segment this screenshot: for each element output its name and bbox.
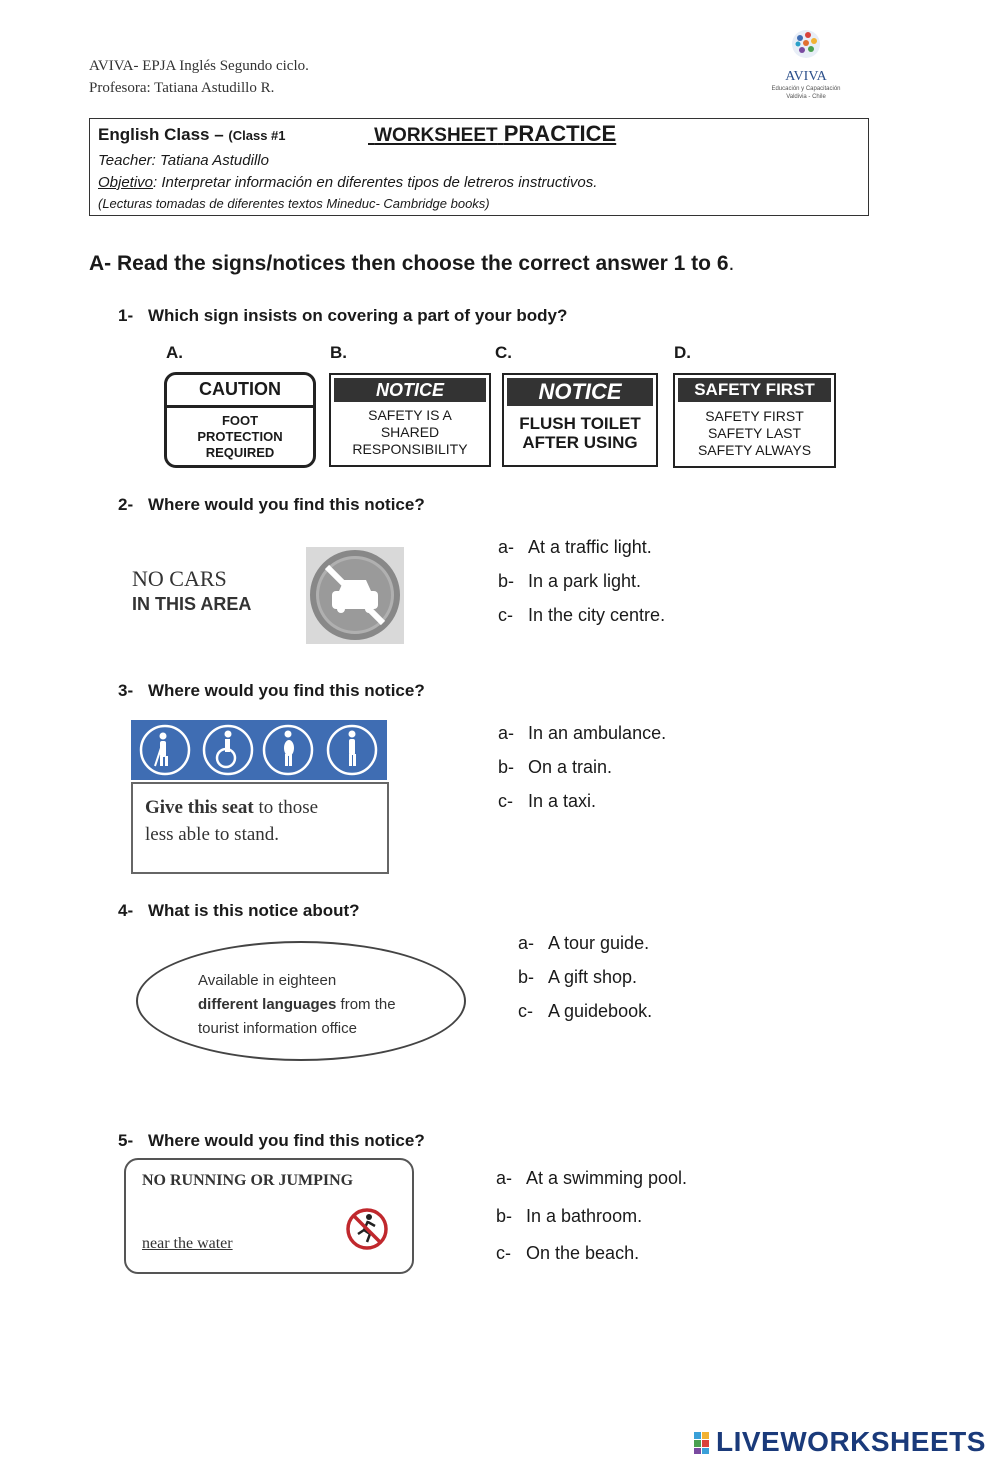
q5-option-c[interactable] xyxy=(496,1243,639,1264)
q5-option-a-letter: a- xyxy=(496,1168,513,1188)
q2-option-b[interactable] xyxy=(498,571,641,592)
no-running-line-1: NO RUNNING OR JUMPING xyxy=(142,1172,354,1189)
q4-option-c-text: A guidebook. xyxy=(548,1001,653,1021)
q5-option-b[interactable] xyxy=(496,1206,642,1227)
sign-d-line-1: SAFETY FIRST xyxy=(705,408,804,424)
section-a-title xyxy=(89,252,734,276)
aviva-logo xyxy=(758,28,854,100)
q4-option-c-letter: c- xyxy=(518,1001,533,1021)
q2-option-b-text: In a park light. xyxy=(528,571,642,591)
q2-option-b-letter: b- xyxy=(498,571,515,591)
languages-rest: from the xyxy=(336,996,396,1013)
no-cars-icon xyxy=(306,547,404,644)
sign-c-line-2: AFTER USING xyxy=(522,433,638,452)
class-number: (Class #1 xyxy=(228,128,286,143)
q3-option-a-text: In an ambulance. xyxy=(528,723,667,743)
sign-b-line-2: SHARED xyxy=(380,424,440,440)
class-title xyxy=(98,125,286,145)
question-5-text: Where would you find this notice? xyxy=(148,1131,425,1150)
q5-option-b-letter: b- xyxy=(496,1206,513,1226)
priority-seat-line-1 xyxy=(145,794,375,821)
q3-option-c-text: In a taxi. xyxy=(528,791,597,811)
question-4-text: What is this notice about? xyxy=(148,901,360,920)
question-5 xyxy=(118,1131,425,1151)
question-2-text: Where would you find this notice? xyxy=(148,495,425,514)
class-info-box xyxy=(89,118,869,216)
q4-option-a-text: A tour guide. xyxy=(548,933,650,953)
languages-line-3: tourist information office xyxy=(198,1020,357,1037)
question-3-number: 3- xyxy=(118,681,134,700)
q2-option-a-text: At a traffic light. xyxy=(528,537,652,557)
q4-option-b-letter: b- xyxy=(518,967,535,987)
sign-a-caution xyxy=(164,372,316,468)
logo-sub-1: Educación y Capacitación xyxy=(771,86,841,92)
question-2 xyxy=(118,495,425,515)
objective-label: Objetivo xyxy=(98,174,154,191)
priority-seat-text-box xyxy=(131,782,389,874)
q5-option-c-letter: c- xyxy=(496,1243,511,1263)
q4-option-b-text: A gift shop. xyxy=(548,967,638,987)
worksheet-word: WORKSHEET xyxy=(374,125,498,146)
q5-option-a[interactable] xyxy=(496,1168,687,1189)
practice-word: PRACTICE xyxy=(503,121,617,146)
no-running-line-2: near the water xyxy=(142,1235,233,1252)
objective-line xyxy=(98,174,597,191)
liveworksheets-logo-icon xyxy=(694,1432,718,1459)
sign-b-line-1: SAFETY IS A xyxy=(368,407,452,423)
question-1-text: Which sign insists on covering a part of your body? xyxy=(148,306,568,325)
worksheet-title xyxy=(368,121,616,147)
sign-b-head: NOTICE xyxy=(334,378,486,402)
q3-option-b-text: On a train. xyxy=(528,757,613,777)
sign-a-line-1: FOOT xyxy=(221,413,259,428)
priority-seat-banner xyxy=(131,720,387,780)
question-3-text: Where would you find this notice? xyxy=(148,681,425,700)
question-3 xyxy=(118,681,425,701)
logo-name: AVIVA xyxy=(785,69,827,84)
q2-option-a[interactable] xyxy=(498,537,652,558)
sign-a-line-3: REQUIRED xyxy=(205,445,275,460)
q4-option-b[interactable] xyxy=(518,967,637,988)
question-5-number: 5- xyxy=(118,1131,134,1150)
no-cars-line-1: NO CARS xyxy=(132,566,227,591)
q4-option-a[interactable] xyxy=(518,933,649,954)
question-2-number: 2- xyxy=(118,495,134,514)
q2-option-c-text: In the city centre. xyxy=(528,605,666,625)
q2-option-c[interactable] xyxy=(498,605,665,626)
sign-c-head: NOTICE xyxy=(507,378,653,406)
sign-b-notice xyxy=(329,373,491,467)
header-line-1: AVIVA- EPJA Inglés Segundo ciclo. xyxy=(89,58,309,74)
header-line-2: Profesora: Tatiana Astudillo R. xyxy=(89,80,275,96)
q4-option-a-letter: a- xyxy=(518,933,535,953)
priority-seat-icons xyxy=(131,720,387,780)
sign-d-head: SAFETY FIRST xyxy=(678,378,831,402)
section-a-text: A- Read the signs/notices then choose the correct answer 1 to 6 xyxy=(89,252,729,275)
no-cars-line-2: IN THIS AREA xyxy=(132,594,252,614)
q5-option-b-text: In a bathroom. xyxy=(526,1206,643,1226)
objective-text: : Interpretar información en diferentes tipos de letreros instructivos. xyxy=(153,174,598,191)
priority-seat-line-2: less able to stand. xyxy=(145,824,280,845)
sign-a-line-2: PROTECTION xyxy=(197,429,283,444)
sign-a-label: A. xyxy=(166,343,183,362)
sign-b-label: B. xyxy=(330,343,347,362)
q3-option-a-letter: a- xyxy=(498,723,515,743)
languages-line-1: Available in eighteen xyxy=(198,972,337,989)
class-title-text: English Class – xyxy=(98,125,224,144)
q2-option-c-letter: c- xyxy=(498,605,513,625)
q3-option-b[interactable] xyxy=(498,757,612,778)
q4-option-c[interactable] xyxy=(518,1001,652,1022)
logo-sub-2: Valdivia - Chile xyxy=(786,94,826,100)
sign-c-line-1: FLUSH TOILET xyxy=(519,414,641,433)
source-line: (Lecturas tomadas de diferentes textos Mineduc- Cambridge books) xyxy=(98,196,490,211)
no-cars-sign xyxy=(132,566,251,615)
question-4 xyxy=(118,901,360,921)
languages-line-2 xyxy=(198,993,396,1017)
question-4-number: 4- xyxy=(118,901,134,920)
sign-c-notice xyxy=(502,373,658,467)
languages-bold: different languages xyxy=(198,996,337,1013)
question-1 xyxy=(118,306,567,326)
q2-option-a-letter: a- xyxy=(498,537,515,557)
priority-seat-bold: Give this seat xyxy=(145,797,254,818)
sign-a-head: CAUTION xyxy=(167,375,313,408)
sign-b-line-3: RESPONSIBILITY xyxy=(352,441,468,457)
q5-option-c-text: On the beach. xyxy=(526,1243,640,1263)
priority-seat-rest: to those xyxy=(253,797,319,818)
sign-d-safety xyxy=(673,373,836,468)
aviva-logo-icon xyxy=(788,28,824,62)
q3-option-c[interactable] xyxy=(498,791,596,812)
question-1-number: 1- xyxy=(118,306,134,325)
sign-d-line-3: SAFETY ALWAYS xyxy=(697,442,812,458)
section-a-dot: . xyxy=(728,252,735,275)
q3-option-b-letter: b- xyxy=(498,757,515,777)
sign-d-line-2: SAFETY LAST xyxy=(707,425,802,441)
sign-c-label: C. xyxy=(495,343,512,362)
sign-d-label: D. xyxy=(674,343,691,362)
q3-option-c-letter: c- xyxy=(498,791,513,811)
liveworksheets-brand: LIVEWORKSHEETS xyxy=(716,1426,986,1457)
no-running-notice xyxy=(124,1158,414,1274)
q5-option-a-text: At a swimming pool. xyxy=(526,1168,688,1188)
teacher-line: Teacher: Tatiana Astudillo xyxy=(98,152,269,169)
q3-option-a[interactable] xyxy=(498,723,666,744)
no-running-icon xyxy=(344,1206,390,1252)
languages-notice xyxy=(136,941,466,1061)
